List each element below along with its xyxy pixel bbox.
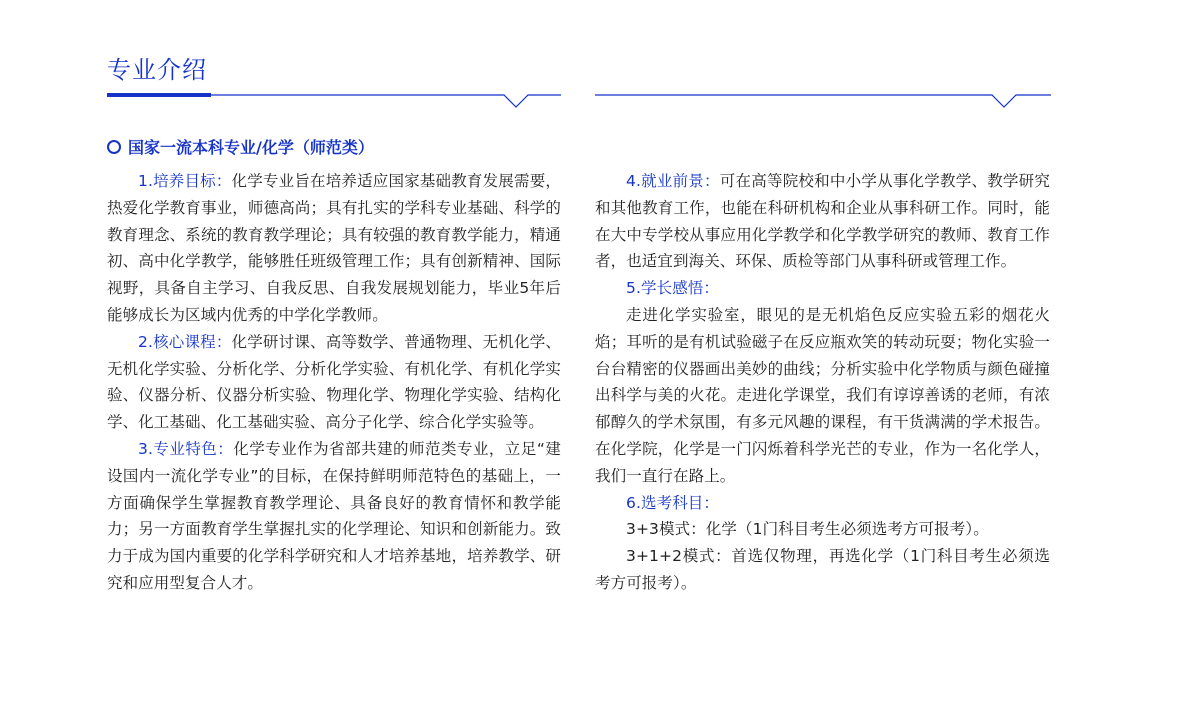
- title-divider-right: [595, 90, 1052, 110]
- paragraph-senior-thoughts: [595, 302, 1050, 490]
- career-label: 4.就业前景：: [626, 172, 720, 190]
- right-column: [595, 168, 1050, 597]
- senior-thoughts-text: 走进化学实验室，眼见的是无机焰色反应实验五彩的烟花火焰；耳听的是有机试验磁子在反应瓶欢笑的转动玩耍；物化实验一台台精密的仪器画出美妙的曲线；分析实验中化学物质与颜色碰撞出科学与美的火花。走进化学课堂，我们有谆谆善诱的老师，有浓郁醇久的学术氛围，有多元风趣的课程，有干货满满的学术报告。在化学院，化学是一门闪烁着科学光芒的专业，作为一名化学人，我们一直行在路上。: [595, 305, 1050, 485]
- paragraph-training-goal: [107, 168, 561, 329]
- page-title: 专业介绍: [107, 56, 207, 84]
- elective-mode-2: 3+1+2模式：首选仅物理，再选化学（1门科目考生必须选考方可报考）。: [595, 547, 1050, 592]
- core-courses-label: 2.核心课程：: [138, 332, 232, 351]
- paragraph-career: [595, 168, 1050, 275]
- paragraph-core-courses: [107, 329, 561, 436]
- circle-bullet-icon: [107, 140, 121, 154]
- features-text: 化学专业作为省部共建的师范类专业，立足“建设国内一流化学专业”的目标，在保持鲜明师范特色的基础上，一方面确保学生掌握教育教学理论、具备良好的教育情怀和教学能力；另一方面教育学生掌握扎实的化学理论、知识和创新能力。致力于成为国内重要的化学科学研究和人才培养基地，培养教学、研究和应用型复合人才。: [107, 439, 561, 592]
- core-courses-text: 化学研讨课、高等数学、普通物理、无机化学、无机化学实验、分析化学、分析化学实验、有机化学、有机化学实验、仪器分析、仪器分析实验、物理化学、物理化学实验、结构化学、化工基础、化工基础实验、高分子化学、综合化学实验等。: [107, 332, 561, 432]
- left-column: [107, 168, 561, 597]
- senior-thoughts-label: 5.学长感悟：: [626, 279, 719, 298]
- title-divider-left: [107, 90, 563, 110]
- career-text: 可在高等院校和中小学从事化学教学、教学研究和其他教育工作，也能在科研机构和企业从事科研工作。同时，能在大中专学校从事应用化学教学和化学教学研究的教师、教育工作者，也适宜到海关、环保、质检等部门从事科研或管理工作。: [595, 172, 1050, 271]
- features-label: 3.专业特色：: [138, 439, 234, 458]
- training-goal-label: 1.培养目标：: [138, 172, 232, 190]
- paragraph-features: [107, 436, 561, 597]
- section-heading: [107, 135, 374, 161]
- elective-mode-1: 3+3模式：化学（1门科目考生必须选考方可报考）。: [626, 520, 989, 539]
- elective-label: 6.选考科目：: [626, 493, 719, 512]
- training-goal-text: 化学专业旨在培养适应国家基础教育发展需要，热爱化学教育事业，师德高尚；具有扎实的学科专业基础、科学的教育理念、系统的教育教学理论；具有较强的教育教学能力，精通初、高中化学教学，能够胜任班级管理工作；具有创新精神、国际视野，具备自主学习、自我反思、自我发展规划能力，毕业5年后能够成长为区域内优秀的中学化学教师。: [107, 172, 561, 324]
- paragraph-senior-thoughts-heading: [595, 275, 1050, 302]
- paragraph-elective-heading: [595, 490, 1050, 517]
- section-heading-text: 国家一流本科专业/化学（师范类）: [128, 138, 374, 157]
